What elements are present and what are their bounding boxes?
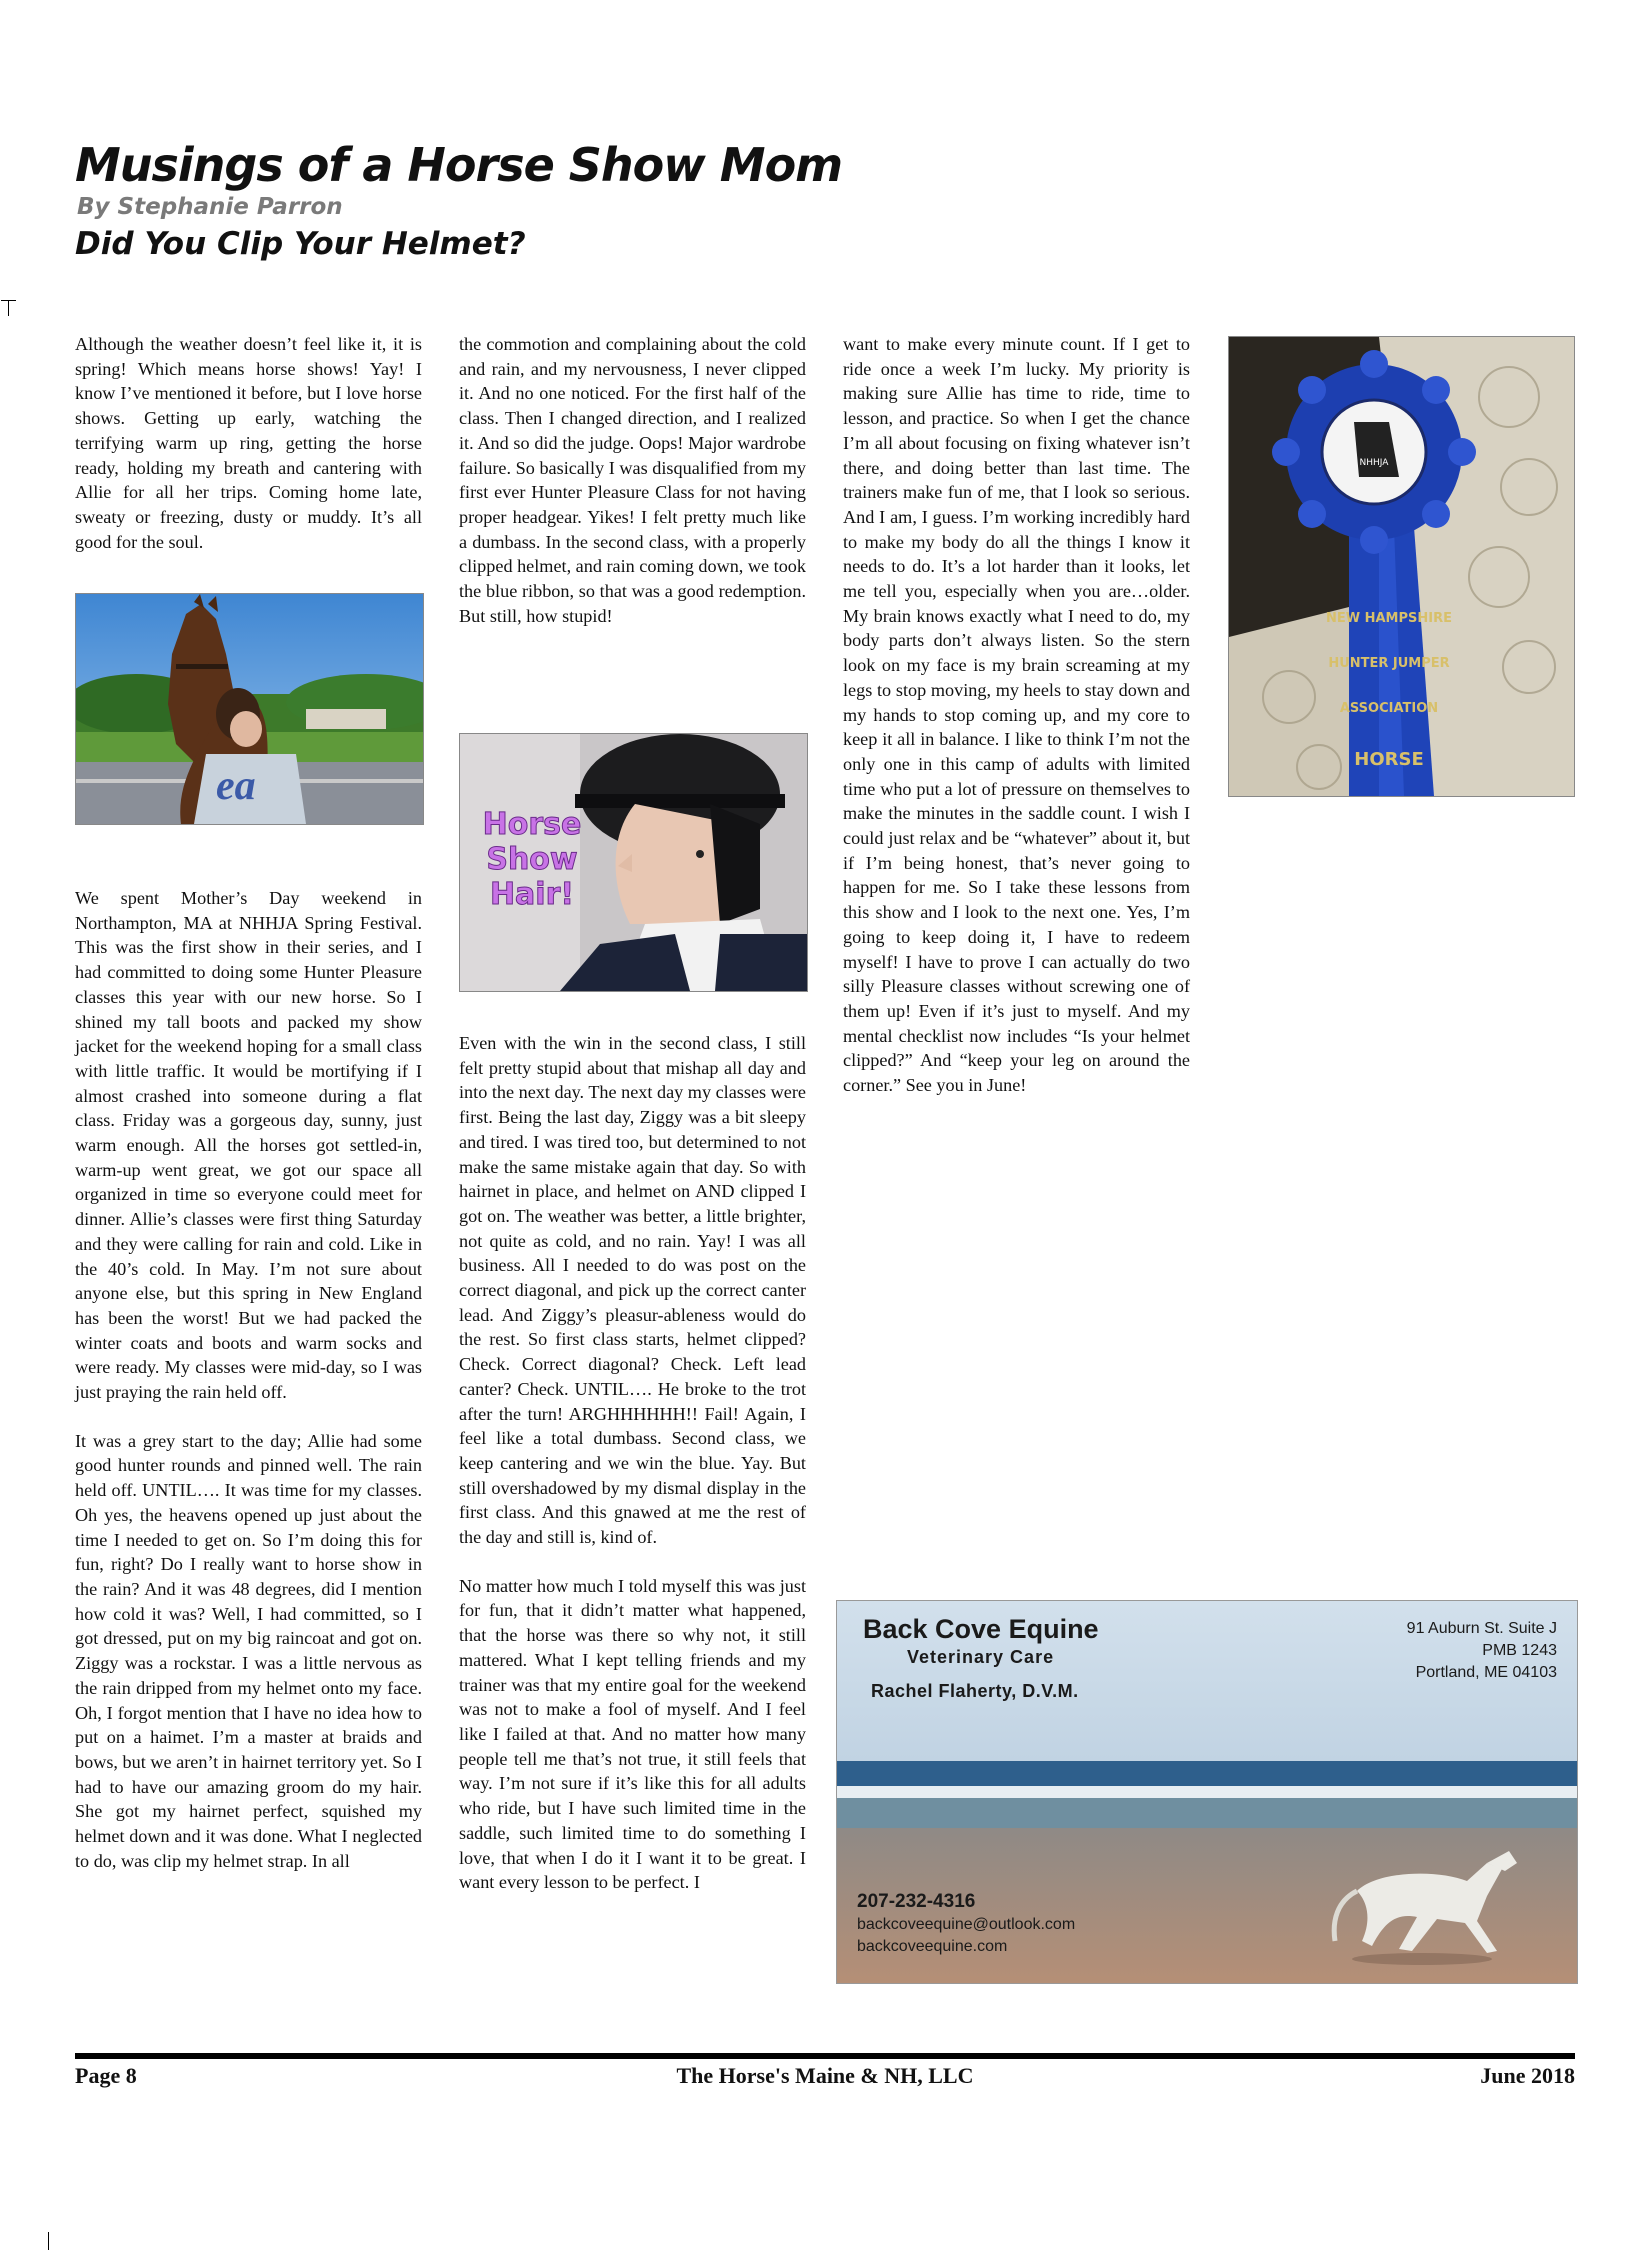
horse-show-hair-photo	[459, 733, 808, 992]
article-paragraph: want to make every minute count. If I get to ride once a week I’m lucky. My priority is making sure Allie has time to ride, time to lesson, and practice. So when I get the chance I’m all about focusing on fixing whatever isn’t there, and doing better than last time. The trainers make fun of me, that I look so serious. And I am, I guess. I’m working incredibly hard to make my body do all the things I know it needs to do. It’s a lot harder than it looks, let me tell you, especially when you are…older. My brain knows exactly what I need to do, my body parts don’t always listen. So the stern look on my face is my brain screaming at my legs to stop moving, my heels to stay down and my hands to stop coming up, and my core to keep it all in balance. I like to think I’m not the only one in this camp of adults with limited time who put a lot of pressure on themselves to make the minutes in the saddle count. I wish I could just relax and be “whatever” about it, but if I’m being honest, that’s never going to happen for me. So I take these lessons from this show and I look to the next one. Yes, I’m going to keep doing it, I have to redeem myself! I have to prove I can actually do two silly Pleasure classes without screwing one of them up! Even if it’s just to myself. And my mental checklist now includes “Is your helmet clipped?” And “keep your leg on around the corner.” See you in June!	[843, 334, 1190, 1096]
hair-caption-line: Hair!	[489, 877, 575, 912]
ad-phone[interactable]: 207-232-4316	[857, 1891, 976, 1912]
footer-date: June 2018	[1480, 2063, 1575, 2088]
article-title: Musings of a Horse Show Mom	[75, 138, 843, 192]
article-paragraph: We spent Mother’s Day weekend in Northampton, MA at NHHJA Spring Festival. This was the first show in their series, and I had committed to doing some Hunter Pleasure classes this year with our new horse. So I shined my tall boots and packed my show jacket for the weekend hoping for a small class with little traffic. It would be mortifying if I almost crashed into someone during a flat class. Friday was a gorgeous day, sunny, just warm enough. All the horses got settled-in, warm-up went great, we got our space all organized in time so everyone could meet for dinner. Allie’s classes were first thing Saturday and they were calling for rain and cold. Like in the 40’s cold. In May. I’m not sure about anyone else, but this spring in New England has been the worst! But we had packed the winter coats and boots and warm socks and were ready. My classes were mid-day, so I was just praying the rain held off.	[75, 888, 422, 1403]
article-paragraph: It was a grey start to the day; Allie had some good hunter rounds and pinned well. The rain held off. UNTIL…. It was time for my classes. Oh yes, the heavens opened up just about the time I needed to get on. So I’m doing this for fun, right? Do I really want to horse show in the rain? And it was 48 degrees, did I mention how cold it was? Well, I had committed, so I got dressed, put on my big raincoat and got on. Ziggy was a rockstar. I was a little nervous as the rain dripped from my helmet onto my face. Oh, I forgot mention that I have no idea how to put on a haimet. I’m a master at braids and bows, but we aren’t in hairnet territory yet. So I had to have our amazing groom do my hair. She got my hairnet perfect, squished my helmet down and it was done. What I neglected to do, was clip my helmet strap. In all	[75, 1430, 422, 1871]
ad-email-link[interactable]: backcoveequine@outlook.com	[857, 1916, 1076, 1933]
ad-address-line: Portland, ME 04103	[1415, 1664, 1557, 1681]
footer-publication: The Horse's Maine & NH, LLC	[676, 2063, 974, 2088]
article-column-1-intro	[75, 332, 422, 554]
article-paragraph: Even with the win in the second class, I still felt pretty stupid about that mishap all day and into the next day. The next day my classes were first. Being the last day, Ziggy was a bit sleepy and tired. I was tired too, but determined to not make the same mistake again that day. So with hairnet in place, and helmet on AND clipped I got on. The weather was better, a little brighter, not quite as cold, and no rain. Yay! I was all business. All I needed to do was post on the correct diagonal, and pick up the correct canter lead. And Ziggy’s pleasur-ableness would do the rest. So first class starts, helmet clipped? Check. Correct diagonal? Check. Left lead canter? Check. UNTIL…. He broke to the trot after the turn! ARGHHHHHH!! Fail! Again, I feel like a total dumbass. Second class, we keep cantering and we win the blue. Yay. But still overshadowed by my dismal display in the first class. And this gnawed at me the rest of the day and still is, kind of.	[459, 1033, 806, 1548]
article-paragraph: the commotion and complaining about the cold and rain, and my nervousness, I never clipped it. And no one noticed. For the first half of the class. Then I changed direction, and I realized it. And so did the judge. Oops! Major wardrobe failure. So basically I was disqualified from my first ever Hunter Pleasure Class for not having proper headgear. Yikes! I felt pretty much like a dumbass. In the second class, with a properly clipped helmet, and rain coming down, we took the blue ribbon, so that was a good redemption. But still, how stupid!	[459, 334, 806, 626]
ribbon-line: NEW HAMPSHIRE	[1325, 611, 1453, 626]
ad-business-name: Back Cove Equine	[863, 1614, 1099, 1644]
ribbon-badge-text: NHHJA	[1359, 458, 1389, 468]
article-column-3	[843, 332, 1190, 1098]
ad-address-line: 91 Auburn St. Suite J	[1406, 1620, 1557, 1637]
footer-rule	[75, 2053, 1575, 2059]
ribbon-line: ASSOCIATION	[1339, 701, 1439, 716]
article-subtitle: Did You Clip Your Helmet?	[75, 226, 526, 262]
article-column-1-main	[75, 886, 422, 1873]
ribbon-line: HORSE	[1354, 749, 1424, 770]
ad-address-line: PMB 1243	[1482, 1642, 1557, 1659]
article-paragraph: Although the weather doesn’t feel like it, it is spring! Which means horse shows! Yay! I know I’ve mentioned it before, but I love horse shows. Getting up early, watching the terrifying warm up ring, getting the horse ready, holding my breath and cantering with Allie for all her trips. Coming home late, sweaty or freezing, dusty or muddy. It’s all good for the soul.	[75, 334, 422, 552]
article-paragraph: No matter how much I told myself this was just for fun, that it didn’t matter what happened, that the horse was there so why not, it still mattered. What I kept telling friends and my trainer was that my entire goal for the weekend was not to make a fool of myself. And I feel like I failed at that. And no matter how many people tell me that’s not true, it still feels that way. I’m not sure if it’s like this for all adults who ride, but I have such limited time in the saddle, such limited time to do something I love, that when I do it I want it to be great. I want every lesson to be perfect. I	[459, 1575, 806, 1893]
ad-vet-name: Rachel Flaherty, D.V.M.	[871, 1681, 1079, 1701]
article-column-2-main	[459, 1031, 806, 1895]
blue-ribbon-photo	[1228, 336, 1575, 797]
crop-mark-top	[8, 300, 9, 316]
horse-kiss-illustration	[76, 594, 423, 824]
article-column-2-top	[459, 332, 806, 628]
hair-caption-line: Show	[486, 842, 578, 877]
shirt-logo-text: ea	[216, 763, 256, 809]
ad-website-link[interactable]: backcoveequine.com	[857, 1938, 1008, 1955]
footer-page-number: Page 8	[75, 2063, 137, 2088]
ribbon-illustration	[1229, 337, 1574, 796]
crop-mark-top	[1, 300, 16, 301]
ad-tagline: Veterinary Care	[907, 1647, 1055, 1667]
rider-portrait-illustration	[460, 734, 807, 991]
ribbon-line: HUNTER JUMPER	[1328, 656, 1450, 671]
back-cove-equine-ad	[836, 1600, 1578, 1984]
author-byline: By Stephanie Parron	[77, 194, 343, 220]
crop-mark-bottom	[48, 2232, 49, 2250]
hair-caption-line: Horse	[482, 807, 582, 842]
horse-kiss-photo	[75, 593, 424, 825]
